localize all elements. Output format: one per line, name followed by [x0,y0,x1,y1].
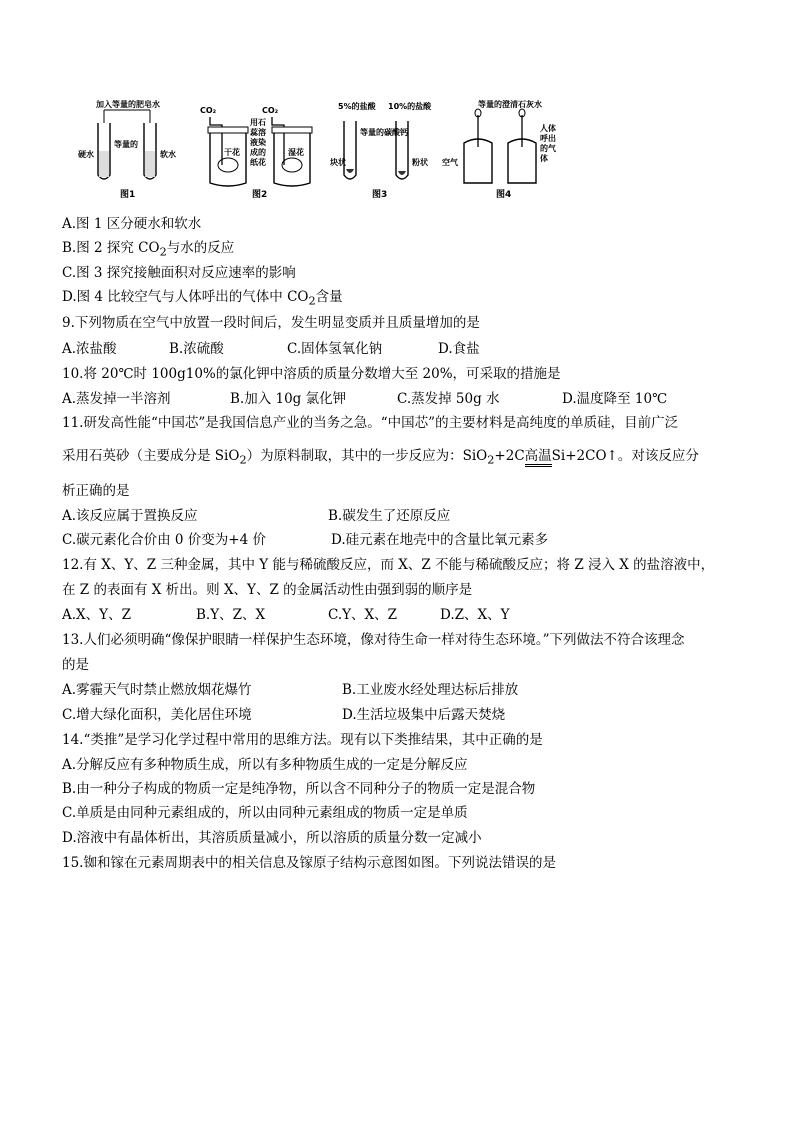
fig2-side-label-4: 成的 [250,148,266,157]
fig2-gas-left: CO₂ [200,106,217,115]
q15-stem: 15.铷和镓在元素周期表中的相关信息及镓原子结构示意图如图。下列说法错误的是 [62,855,556,871]
fig2-side-label-2: 蕊溶 [250,128,266,137]
fig4-right-label-4: 体 [540,154,548,163]
q11-option-d: D.硅元素在地壳中的含量比氧元素多 [331,532,549,548]
q12-option-c: C.Y、X、Z [328,607,398,623]
q11-equation-left: +2C [494,448,525,464]
q8-option-b-text2: 与水的反应 [166,240,235,256]
fig4-top-label: 等量的澄清石灰水 [478,100,542,109]
q11-line2-text: 采用石英砂（主要成分是 SiO [62,448,240,464]
q13-option-d: D.生活垃圾集中后露天焚烧 [342,707,506,723]
q9-option-c: C.固体氢氧化钠 [287,341,383,357]
q14-option-a: A.分解反应有多种物质生成，所以有多种物质生成的一定是分解反应 [62,757,468,773]
fig3-right-label: 粉状 [412,158,428,167]
q9-option-a: A.浓盐酸 [62,341,117,357]
fig1-left-label: 硬水 [78,150,94,159]
q14-option-c: C.单质是由同种元素组成的，所以由同种元素组成的物质一定是单质 [62,805,468,821]
q12-option-b: B.Y、Z、X [196,607,266,623]
fig2-gas-right: CO₂ [262,106,279,115]
q8-option-b-text: B.图 2 探究 CO [62,240,160,256]
fig3-left-label: 块状 [330,158,346,167]
q11-option-c: C.碳元素化合价由 0 价变为+4 价 [62,532,267,548]
fig4-right-label-1: 人体 [540,124,556,133]
fig2-dry-label: 干花 [224,148,240,157]
fig3-top-left: 5%的盐酸 [338,102,376,111]
q12-line-1: 12.有 X、Y、Z 三种金属，其中 Y 能与稀硫酸反应，而 X、Z 不能与稀硫酸反应；将 Z 浸入 X 的盐溶液中， [62,557,715,573]
fig2-side-label-3: 液染 [250,138,266,147]
q10-option-a: A.蒸发掉一半溶剂 [62,391,171,407]
q12-line-2: 在 Z 的表面有 X 析出。则 X、Y、Z 的金属活动性由强到弱的顺序是 [62,582,473,598]
q9-stem: 9.下列物质在空气中放置一段时间后，发生明显变质并且质量增加的是 [62,315,480,331]
q11-line2-sub: 2 [239,453,247,467]
q11-reaction-condition: 高温 [525,448,552,467]
fig1-mid-label: 等量的 [114,140,138,149]
fig3-caption: 图3 [372,190,388,200]
q14-option-d: D.溶液中有晶体析出，其溶质质量减小，所以溶质的质量分数一定减小 [62,830,482,846]
q11-line2-sub2: 2 [487,453,495,467]
fig2-side-label-5: 纸花 [250,158,266,167]
q13-line-1: 13.人们必须明确“像保护眼睛一样保护生态环境，像对待生命一样对待生态环境。”下列做法不符合该理念 [62,632,685,648]
fig4-caption: 图4 [496,190,512,200]
q8-option-d [62,287,343,312]
q13-option-a: A.雾霾天气时禁止燃放烟花爆竹 [62,682,252,698]
q10-option-d: D.温度降至 10℃ [562,391,668,407]
q11-option-b: B.碳发生了还原反应 [328,508,451,524]
q11-line-2 [62,446,699,471]
figure-4 [442,99,557,200]
fig2-side-label-1: 用石 [250,118,266,127]
q8-option-b-sub: 2 [159,245,167,259]
fig1-top-label: 加入等量的肥皂水 [96,100,160,109]
fig4-right-label-2: 呼出 [540,134,556,143]
fig3-top-right: 10%的盐酸 [388,102,432,111]
fig2-wet-label: 湿花 [288,148,304,157]
q8-option-d-text2: 含量 [315,289,343,305]
q12-option-a: A.X、Y、Z [62,607,131,623]
q8-option-d-sub: 2 [308,294,316,308]
figure-2 [200,106,312,200]
jar-icon [210,133,246,186]
fig1-right-label: 软水 [160,150,176,159]
q10-option-b: B.加入 10g 氯化钾 [230,391,347,407]
figure-1 [77,99,176,200]
q14-stem: 14.“类推”是学习化学过程中常用的思维方法。现有以下类推结果，其中正确的是 [62,732,543,748]
q11-equation-right: Si+2CO↑。对该反应分 [551,448,699,464]
q10-option-c: C.蒸发掉 50g 水 [397,391,500,407]
q8-option-c: C.图 3 探究接触面积对反应速率的影响 [62,265,296,281]
fig4-right-label-3: 的气 [540,144,556,153]
q13-option-c: C.增大绿化面积，美化居住环境 [62,707,252,723]
q12-option-d: D.Z、X、Y [440,607,510,623]
figure-3 [330,101,432,200]
q11-line2-mid: ）为原料制取，其中的一步反应为：SiO [246,448,488,464]
fig4-left-label: 空气 [442,158,458,167]
fig2-caption: 图2 [252,190,268,200]
fig1-caption: 图1 [120,190,136,200]
q11-option-a: A.该反应属于置换反应 [62,508,198,524]
q9-option-b: B.浓硫酸 [169,341,224,357]
q10-stem: 10.将 20℃时 100g10%的氯化钾中溶质的质量分数增大至 20%，可采取的措施是 [62,366,561,382]
q11-line-3: 析正确的是 [62,483,130,499]
q9-option-d: D.食盐 [438,341,480,357]
q11-line-1: 11.研发高性能“中国芯”是我国信息产业的当务之急。“中国芯”的主要材料是高纯度的单质硅，目前广泛 [62,415,679,431]
fig3-mid-label: 等量的碳酸钙 [360,128,408,137]
q8-option-a: A.图 1 区分硬水和软水 [62,216,202,232]
jar-icon [274,133,310,186]
q8-option-d-text: D.图 4 比较空气与人体呼出的气体中 CO [62,289,309,305]
q8-option-b [62,238,234,263]
q14-option-b: B.由一种分子构成的物质一定是纯净物，所以含不同种分子的物质一定是混合物 [62,781,536,797]
q13-option-b: B.工业废水经处理达标后排放 [342,682,519,698]
q13-line-2: 的是 [62,657,89,673]
experiment-figures [60,95,580,205]
